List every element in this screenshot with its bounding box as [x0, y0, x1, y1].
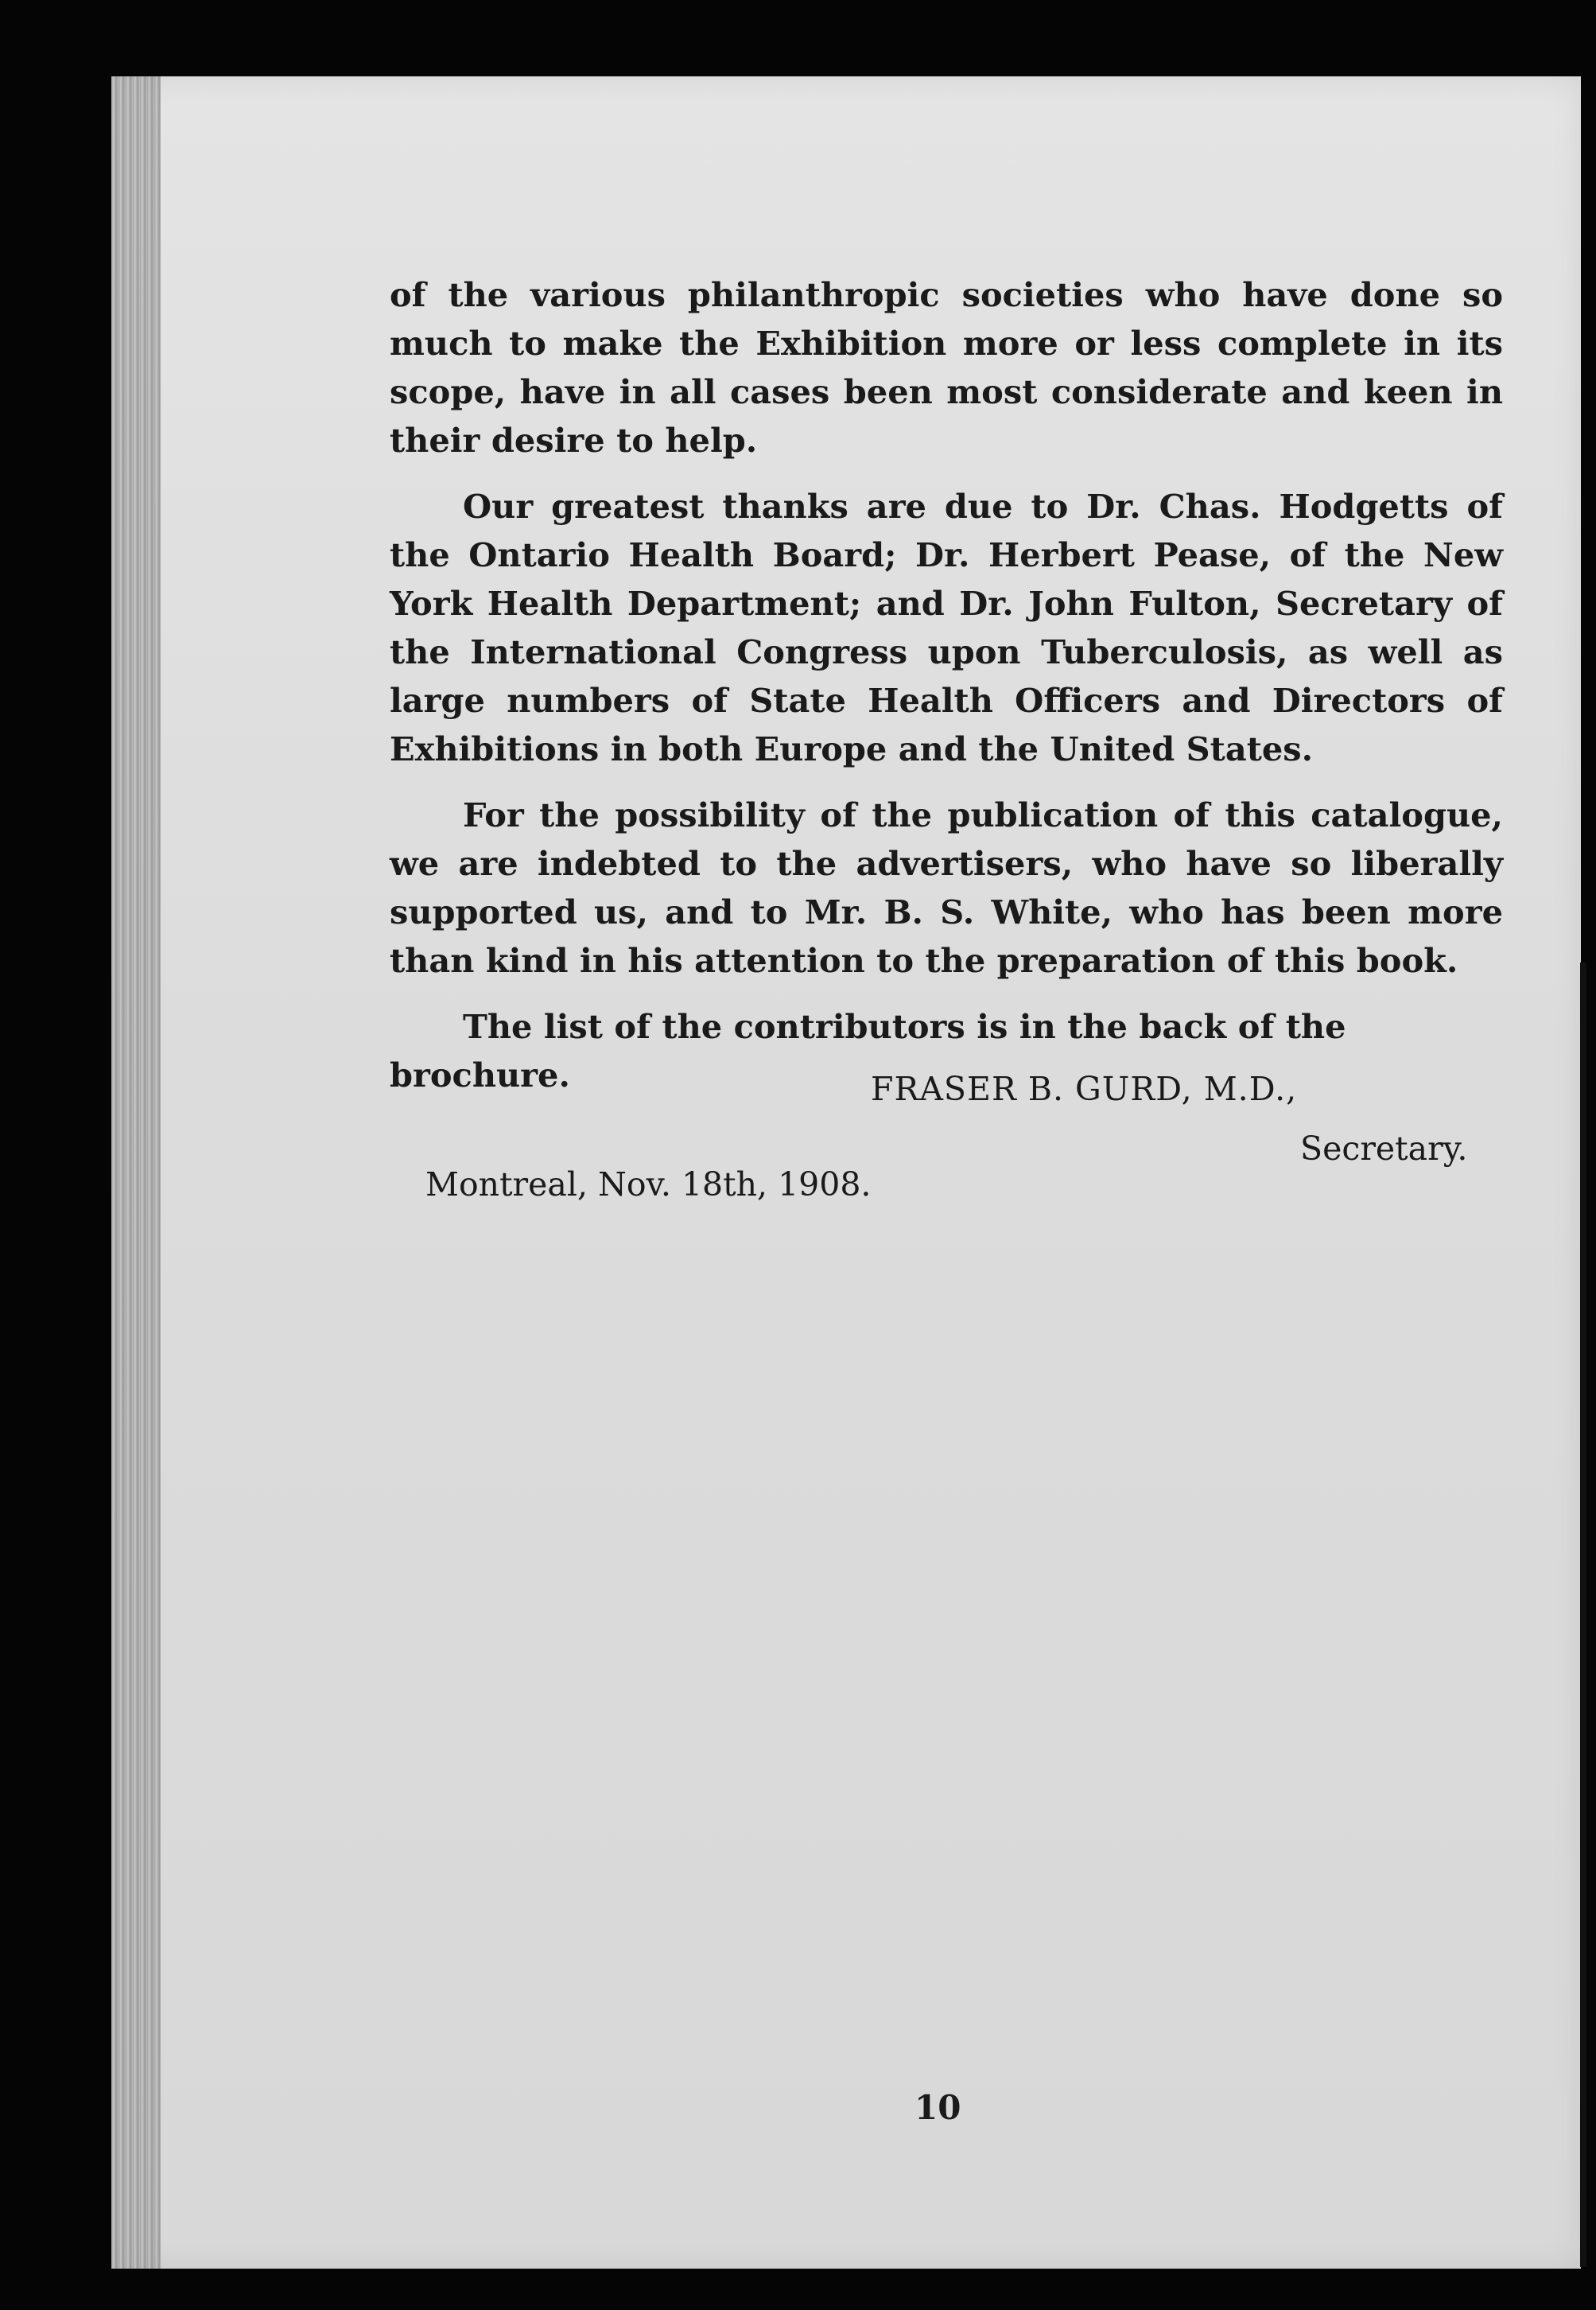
page-number: 10	[914, 2088, 961, 2127]
closing-line: The list of the contributors is in the back of the brochure.	[390, 1007, 1346, 1095]
page-right-border	[1580, 962, 1586, 2267]
dateline: Montreal, Nov. 18th, 1908.	[425, 1165, 872, 1204]
page-binding-edge	[111, 76, 161, 2269]
signature-title: Secretary.	[1300, 1130, 1468, 1168]
paragraph-continuation: of the various philanthropic societies who have done so much to make the Exhibition more or less complete in its scope, have in all cases been most considerate and keen in their desire to help.	[390, 275, 1503, 460]
letter-body	[390, 270, 1503, 1099]
paragraph-publication: For the possibility of the publication of this catalogue, we are indebted to the advertisers, who have so liberally supported us, and to Mr. B. S. White, who has been more than kind in his attention to the preparation of this book.	[390, 795, 1503, 980]
signature-name: FRASER B. GURD, M.D.,	[871, 1070, 1298, 1108]
paragraph-thanks: Our greatest thanks are due to Dr. Chas. Hodgetts of the Ontario Health Board; Dr. Herbert Pease, of the New York Health Department; and Dr. John Fulton, Secretary of the International Congress upon Tuberculosis, as well as large numbers of State Health Officers and Directors of Exhibitions in both Europe and the United States.	[390, 487, 1503, 768]
